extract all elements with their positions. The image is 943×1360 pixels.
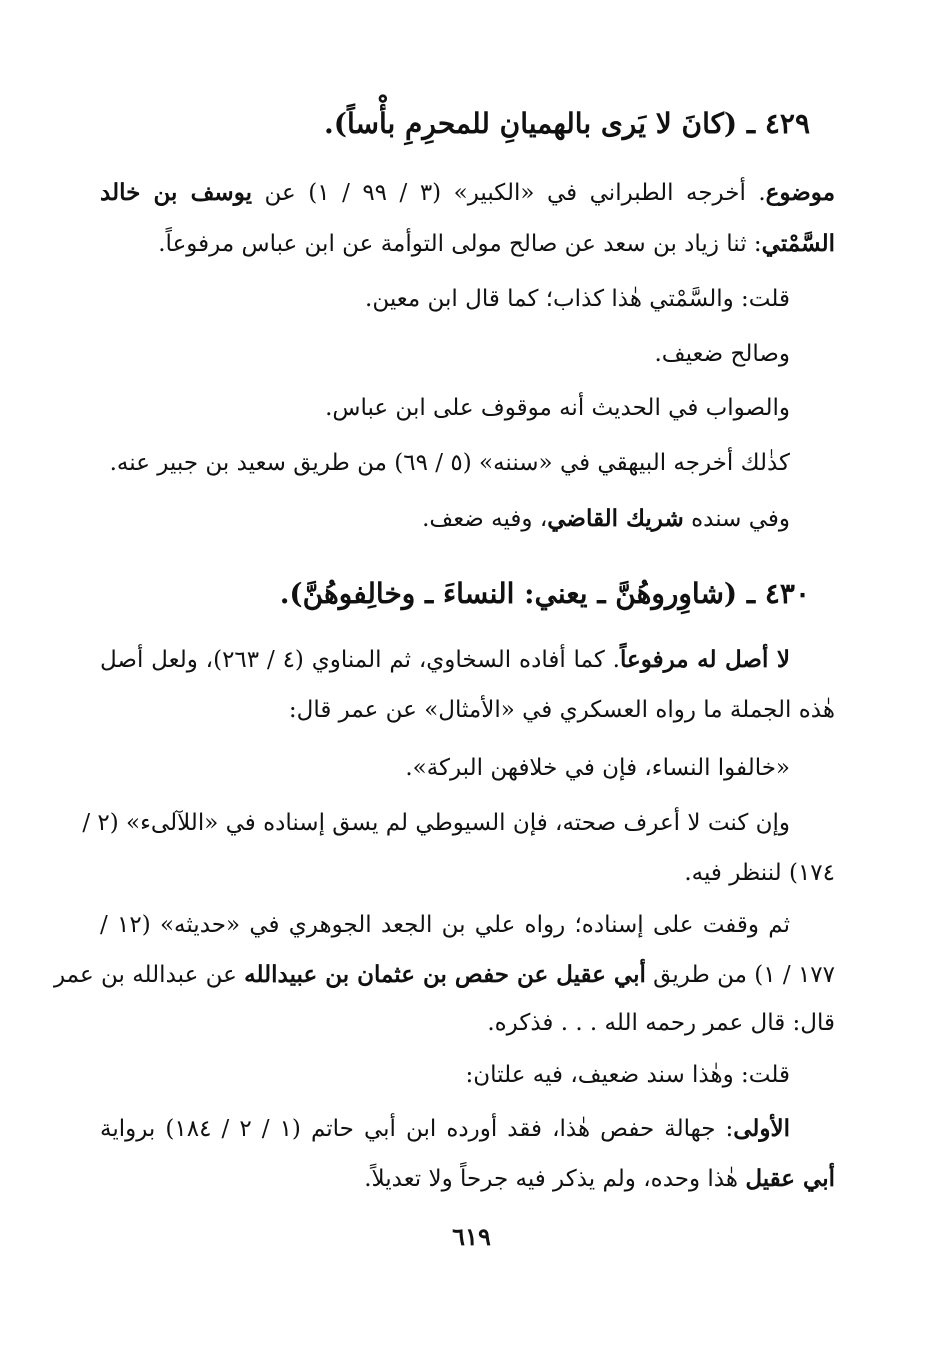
paragraph-line: [100, 176, 835, 210]
paragraph-line: قلت: والسَّمْتي هٰذا كذاب؛ كما قال ابن معين.: [365, 286, 790, 312]
narrator-name: أبي عقيل: [745, 1165, 835, 1192]
paragraph-line: قلت: وهٰذا سند ضعيف، فيه علتان:: [465, 1062, 790, 1088]
book-page: [53, 0, 836, 1360]
hadith-429-heading: ٤٢٩ ـ (كانَ لا يَرى بالهميانِ للمحرِمِ بأْساً).: [323, 107, 810, 140]
paragraph-line: ثم وقفت على إسناده؛ رواه علي بن الجعد الجوهري في «حديثه» (١٢ /: [100, 912, 790, 938]
grade-label: لا أصل له مرفوعاً: [619, 646, 790, 673]
narrator-name: يوسف بن خالد: [100, 179, 252, 206]
paragraph-line: «خالفوا النساء، فإن في خلافهن البركة».: [405, 755, 790, 781]
paragraph-line: [100, 1162, 835, 1196]
text-span: . كما أفاده السخاوي، ثم المناوي (٤ / ٢٦٣)، ولعل أصل: [100, 647, 620, 673]
paragraph-line: كذٰلك أخرجه البيهقي في «سننه» (٥ / ٦٩) من طريق سعيد بن جبير عنه.: [109, 450, 790, 476]
text-span: هٰذا وحده، ولم يذكر فيه جرحاً ولا تعديلاً.: [364, 1166, 746, 1192]
text-span: ١٧٧ / ١) من طريق: [645, 962, 835, 988]
paragraph-line: [100, 1112, 835, 1146]
page-number: ٦١٩: [452, 1222, 491, 1251]
grade-label: موضوع: [765, 179, 836, 206]
paragraph-line: [100, 227, 835, 261]
text-span: . أخرجه الطبراني في «الكبير» (٣ / ٩٩ / ١) عن: [251, 180, 766, 206]
paragraph-line: [100, 502, 835, 536]
text-span: ، وفيه ضعف.: [422, 506, 548, 532]
paragraph-line: [53, 958, 835, 992]
paragraph-line: والصواب في الحديث أنه موقوف على ابن عباس.: [325, 395, 790, 421]
text-span: وفي سنده: [683, 506, 790, 532]
narrator-chain: أبي عقيل عن حفص بن عثمان بن عبيدالله: [244, 961, 646, 988]
narrator-name: السَّمْتي: [761, 230, 835, 257]
paragraph-line: ١٧٤) لننظر فيه.: [684, 860, 835, 886]
hadith-430-heading: ٤٣٠ ـ (شاوِروهُنَّ ـ يعني: النساءَ ـ وخالِفوهُنَّ).: [279, 577, 810, 610]
paragraph-line: قال: قال عمر رحمه الله . . . فذكره.: [487, 1010, 835, 1036]
paragraph-line: هٰذه الجملة ما رواه العسكري في «الأمثال» عن عمر قال:: [288, 697, 835, 723]
narrator-name: شريك القاضي: [547, 505, 684, 532]
text-span: عن عبدالله بن عمر: [53, 962, 245, 988]
point-label: الأولى: [733, 1115, 791, 1142]
paragraph-line: [100, 643, 835, 677]
text-span: : جهالة حفص هٰذا، فقد أورده ابن أبي حاتم (١ / ٢ / ١٨٤) برواية: [100, 1116, 734, 1142]
paragraph-line: وصالح ضعيف.: [654, 341, 790, 367]
paragraph-line: وإن كنت لا أعرف صحته، فإن السيوطي لم يسق إسناده في «اللآلىء» (٢ /: [82, 810, 790, 836]
text-span: : ثنا زياد بن سعد عن صالح مولى التوأمة عن ابن عباس مرفوعاً.: [158, 231, 762, 257]
